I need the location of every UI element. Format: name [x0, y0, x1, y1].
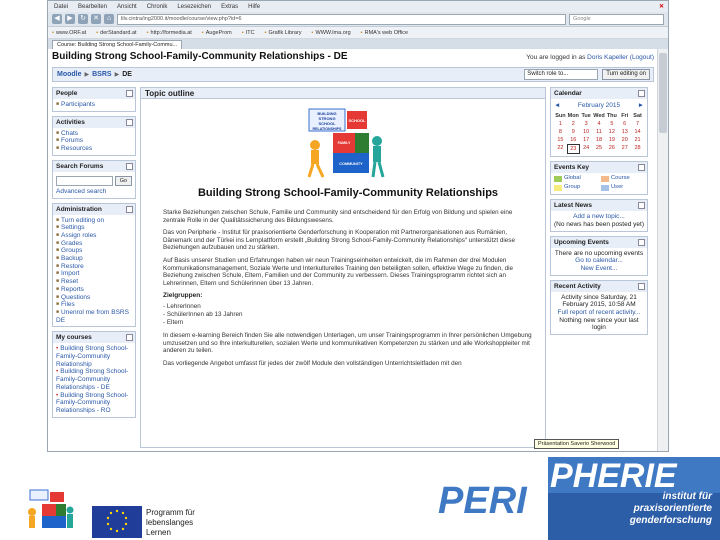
admin-link[interactable]: ■ Files	[56, 301, 132, 309]
no-news-text: (No news has been posted yet)	[554, 220, 644, 228]
target-group-item: - LehrerInnen	[163, 303, 201, 311]
calendar-block	[550, 87, 648, 157]
calendar-day[interactable]: 17	[583, 136, 590, 143]
calendar-day[interactable]: 26	[608, 144, 615, 151]
scrollbar-thumb[interactable]	[659, 53, 667, 133]
calendar-day[interactable]: 2	[571, 120, 575, 127]
bookmark-item[interactable]: ▪ RMA's web Office	[361, 30, 408, 36]
breadcrumb-current: DE	[122, 71, 132, 78]
right-column	[550, 87, 648, 339]
key-course[interactable]: Course	[601, 175, 644, 183]
target-group-item: - SchülerInnen ab 13 Jahren	[163, 310, 243, 318]
footer-logos	[20, 486, 250, 540]
advanced-search-link[interactable]: Advanced search	[56, 187, 107, 195]
admin-link[interactable]: ■ Settings	[56, 224, 132, 232]
calendar-day[interactable]: 15	[557, 136, 564, 143]
calendar-day[interactable]: 21	[634, 136, 641, 143]
recent-activity-block	[550, 280, 648, 336]
calendar-day[interactable]: 3	[584, 120, 588, 127]
address-bar[interactable]: lilv.cintra/ing2000.it/moodle/course/view.php?id=6	[117, 14, 566, 25]
eu-program-line1: Programm für	[146, 508, 195, 517]
block-title: Recent Activity	[551, 281, 647, 292]
admin-link[interactable]: ■ Assign roles	[56, 232, 132, 240]
peri-sub3: genderforschung	[629, 515, 712, 526]
collapse-icon[interactable]	[638, 283, 645, 290]
turn-editing-on-button[interactable]: Turn editing on	[602, 69, 650, 80]
switch-role-select[interactable]: Switch role to...	[524, 69, 598, 80]
left-column	[52, 87, 136, 422]
activities-block	[52, 116, 136, 156]
full-report-link[interactable]: Full report of recent activity...	[557, 309, 641, 317]
intro-paragraph: Starke Beziehungen zwischen Schule, Familie und Community sind entscheidend für den Erfolg von Bildung und spielen eine zentrale Rolle in der Qualitätssicherung des Bildungswesens.	[163, 209, 513, 224]
calendar-day[interactable]: 12	[608, 128, 615, 135]
close-icon[interactable]: ✕	[658, 4, 664, 10]
calendar-day[interactable]: 1	[558, 120, 562, 127]
people-block	[52, 87, 136, 112]
pherie-text: PHERIE	[550, 457, 677, 495]
menu-history[interactable]: Chronik	[146, 3, 168, 10]
prev-month-icon[interactable]: ◄	[554, 102, 561, 109]
block-title: People	[53, 88, 135, 99]
reload-icon[interactable]: ↻	[78, 14, 88, 24]
calendar-day[interactable]: 13	[621, 128, 628, 135]
admin-link[interactable]: ■ Groups	[56, 247, 132, 255]
goto-calendar-link[interactable]: Go to calendar...	[575, 257, 623, 265]
no-events-text: There are no upcoming events	[554, 249, 644, 257]
user-link[interactable]: Doris Kapeller	[587, 54, 628, 61]
course-logo-graphic	[303, 107, 393, 181]
admin-link[interactable]: ■ Import	[56, 270, 132, 278]
bookmarks-toolbar	[48, 27, 668, 39]
calendar-today[interactable]: 23	[567, 144, 580, 154]
key-global[interactable]: Global	[554, 175, 597, 183]
swatch-user	[601, 185, 609, 191]
participants-link[interactable]: ■ Participants	[56, 101, 132, 109]
collapse-icon[interactable]	[126, 206, 133, 213]
calendar-day[interactable]: 10	[583, 128, 590, 135]
collapse-icon[interactable]	[126, 163, 133, 170]
course-logo	[163, 107, 533, 181]
latest-news-block	[550, 199, 648, 231]
menu-tools[interactable]: Extras	[221, 3, 239, 10]
topic-outline-heading: Topic outline	[140, 87, 546, 99]
menu-edit[interactable]: Bearbeiten	[78, 3, 108, 10]
course-link[interactable]: • Building Strong School-Family-Community Relationship	[56, 345, 132, 368]
calendar-day[interactable]: 18	[595, 136, 603, 143]
collapse-icon[interactable]	[638, 239, 645, 246]
logo-text-school: SCHOOL	[318, 121, 336, 126]
breadcrumb-separator-icon: ▶	[84, 72, 90, 78]
page-title: Building Strong School-Family-Community Relationships - DE	[52, 51, 348, 62]
bookmark-item[interactable]: ▪ www.ORF.at	[52, 30, 86, 36]
calendar-month[interactable]: February 2015	[577, 102, 621, 109]
bookmark-item[interactable]: ▪ http://formedia.at	[147, 30, 192, 36]
calendar-day-header: Sat	[633, 112, 642, 119]
admin-link[interactable]: ■ Backup	[56, 255, 132, 263]
go-button[interactable]: Go	[115, 176, 132, 186]
calendar-grid	[554, 112, 644, 154]
forward-icon[interactable]: ▶	[65, 14, 75, 24]
body-paragraph: In diesem e-learning Bereich finden Sie alle notwendigen Unterlagen, um unser Trainingsprogramm in Ihrer persönlichen Umgebung umzusetzen und so Ihre interkulturellen, sozialen Werte und kommunikativen Kompetenzen zu stärken und alle Workshoppleiter mit anderen zu teilen.	[163, 332, 532, 355]
admin-link[interactable]: ■ Grades	[56, 240, 132, 248]
calendar-day[interactable]: 5	[610, 120, 614, 127]
calendar-day[interactable]: 8	[558, 128, 562, 135]
target-groups-heading: Zielgruppen:	[163, 292, 203, 300]
search-forums-block	[52, 160, 136, 199]
course-title: Building Strong School-Family-Community Relationships	[197, 187, 499, 199]
peri-sub1: institut für	[662, 491, 712, 502]
collapse-icon[interactable]	[126, 90, 133, 97]
block-title: Events Key	[551, 162, 647, 173]
breadcrumb-separator-icon: ▶	[114, 72, 120, 78]
intro-paragraph: Das von Peripherie - Institut für praxisorientierte Genderforschung in Kooperation mit Partnerorganisationen aus Rumänien, Dänemark und der Türkei ins Lernplattform erstellt „Building Strong School-Family-Community Relationships“ unterstützt diese Beziehungen aufzubauen und zu stärken.	[163, 229, 515, 252]
key-user[interactable]: User	[601, 184, 644, 192]
web-search-input[interactable]: Google	[569, 14, 664, 25]
add-topic-link[interactable]: Add a new topic...	[573, 213, 625, 221]
calendar-day[interactable]: 14	[634, 128, 641, 135]
calendar-day-header: Fri	[621, 112, 629, 119]
calendar-day[interactable]: 24	[583, 144, 590, 151]
logo-text-school-block: SCHOOL	[348, 118, 366, 123]
chats-link[interactable]: ■ Chats	[56, 130, 132, 138]
admin-link[interactable]: ■ Reports	[56, 286, 132, 294]
block-title: Latest News	[551, 200, 647, 211]
calendar-day[interactable]: 28	[634, 144, 641, 151]
breadcrumb	[52, 67, 654, 82]
menu-bookmarks[interactable]: Lesezeichen	[177, 3, 212, 10]
calendar-day[interactable]: 11	[596, 128, 602, 135]
bookmark-item[interactable]: ▪ derStandard.at	[96, 30, 136, 36]
upcoming-events-block	[550, 236, 648, 276]
next-month-icon[interactable]: ►	[637, 102, 644, 109]
admin-link[interactable]: ■ Restore	[56, 263, 132, 271]
events-key-block	[550, 161, 648, 195]
topic-section	[140, 99, 546, 448]
menu-view[interactable]: Ansicht	[117, 3, 137, 10]
swatch-group	[554, 185, 562, 191]
breadcrumb-bsrs[interactable]: BSRS	[92, 71, 112, 78]
collapse-icon[interactable]	[638, 90, 645, 97]
swatch-global	[554, 176, 562, 182]
target-group-item: - Eltern	[163, 318, 184, 326]
block-title: Activities	[53, 117, 135, 128]
calendar-day[interactable]: 4	[597, 120, 601, 127]
admin-link[interactable]: ■ Questions	[56, 294, 132, 302]
tab-course[interactable]: Course: Building Strong School-Family-Commu...	[52, 40, 182, 50]
back-icon[interactable]: ◀	[52, 14, 62, 24]
calendar-day-header: Thu	[606, 112, 617, 119]
admin-link[interactable]: ■ Turn editing on	[56, 217, 132, 225]
block-title: Calendar	[551, 88, 647, 99]
calendar-day[interactable]: 20	[621, 136, 628, 143]
tooltip: Präsentation Saverio Sherwood	[534, 439, 619, 449]
logo-text-community: COMMUNITY	[339, 162, 363, 166]
logo-text-strong: STRONG	[318, 116, 336, 121]
logo-text-relationships: RELATIONSHIPS	[312, 127, 342, 131]
swatch-course	[601, 176, 609, 182]
browser-menubar	[48, 1, 668, 12]
course-link[interactable]: • Building Strong School-Family-Community Relationships - RO	[56, 392, 132, 415]
calendar-day[interactable]: 6	[623, 120, 627, 127]
calendar-day-header: Tue	[581, 112, 591, 119]
block-title: Search Forums	[53, 161, 135, 172]
calendar-day[interactable]: 25	[595, 144, 603, 151]
new-event-link[interactable]: New Event...	[580, 264, 618, 272]
calendar-day[interactable]: 9	[571, 128, 575, 135]
administration-block	[52, 203, 136, 328]
bookmark-item[interactable]: ▪ Grafik Library	[265, 30, 302, 36]
calendar-day[interactable]: 7	[636, 120, 640, 127]
logo-text-family: FAMILY	[337, 141, 351, 145]
main-content	[140, 87, 546, 448]
navigation-toolbar	[48, 12, 668, 27]
calendar-day-header: Mon	[567, 112, 579, 119]
breadcrumb-moodle[interactable]: Moodle	[57, 71, 82, 78]
page-header	[52, 51, 654, 65]
peri-text: PERI	[438, 480, 527, 522]
resources-link[interactable]: ■ Resources	[56, 145, 132, 153]
key-group[interactable]: Group	[554, 184, 597, 192]
home-icon[interactable]: ⌂	[104, 14, 114, 24]
moodle-page	[48, 49, 658, 451]
calendar-day[interactable]: 22	[557, 144, 564, 151]
logo-text-building: BUILDING	[317, 111, 337, 116]
block-title: Upcoming Events	[551, 237, 647, 248]
forums-link[interactable]: ■ Forums	[56, 137, 132, 145]
calendar-day-header: Sun	[555, 112, 566, 119]
nothing-new-text: Nothing new since your last login	[559, 316, 639, 332]
my-courses-block	[52, 331, 136, 417]
collapse-icon[interactable]	[638, 164, 645, 171]
course-link[interactable]: • Building Strong School-Family-Community Relationships - DE	[56, 368, 132, 391]
collapse-icon[interactable]	[126, 334, 133, 341]
logout-link[interactable]: (Logout)	[629, 54, 654, 61]
bookmark-item[interactable]: ▪ AugeProm	[202, 30, 232, 36]
calendar-day[interactable]: 16	[570, 136, 577, 143]
calendar-day[interactable]: 27	[621, 144, 628, 151]
collapse-icon[interactable]	[126, 119, 133, 126]
bookmark-item[interactable]: ▪ WWW.lma.org	[312, 30, 351, 36]
menu-help[interactable]: Hilfe	[248, 3, 261, 10]
block-title: My courses	[53, 332, 135, 343]
block-title: Administration	[53, 204, 135, 215]
calendar-day[interactable]: 19	[608, 136, 615, 143]
browser-window	[47, 0, 669, 452]
vertical-scrollbar[interactable]	[657, 49, 668, 451]
forum-search-input[interactable]	[56, 176, 113, 186]
bookmark-item[interactable]: ▪ ITC	[242, 30, 255, 36]
peri-sub2: praxisorientierte	[633, 503, 712, 514]
admin-link[interactable]: ■ Reset	[56, 278, 132, 286]
eu-program-line3: Lernen	[146, 528, 171, 537]
login-prefix: You are logged in as	[526, 54, 586, 61]
menu-file[interactable]: Datei	[54, 3, 69, 10]
activity-since-text: Activity since Saturday, 21 February 2015, 10:58 AM	[561, 293, 637, 309]
calendar-day-header: Wed	[593, 112, 605, 119]
intro-paragraph: Auf Basis unserer Studien und Erfahrungen haben wir neun Trainingseinheiten entwickelt, die im Rahmen der drei Modulen Kommunikationsmanagement, Soziale Werte und Interkulturelles Training den beteiligten sollen, effektive Wege zu finden, die Beziehung zwischen Schule, Eltern, Familien und der Community zu verbessern. Dieses Trainingsprogramm richtet sich an Lehrerinnen, Eltern und Schülerinnen über 13 Jahren.	[163, 256, 514, 287]
login-info	[526, 54, 654, 61]
stop-icon[interactable]: ✕	[91, 14, 101, 24]
eu-program-line2: lebenslanges	[146, 518, 194, 527]
admin-link[interactable]: ■ Unenrol me from BSRS DE	[56, 309, 132, 324]
collapse-icon[interactable]	[638, 202, 645, 209]
peripherie-logo	[438, 455, 720, 540]
body-paragraph: Das vorliegende Angebot umfasst für jedes der zwölf Module den vollständigen Unterrichtsleitfaden mit den	[163, 359, 462, 367]
